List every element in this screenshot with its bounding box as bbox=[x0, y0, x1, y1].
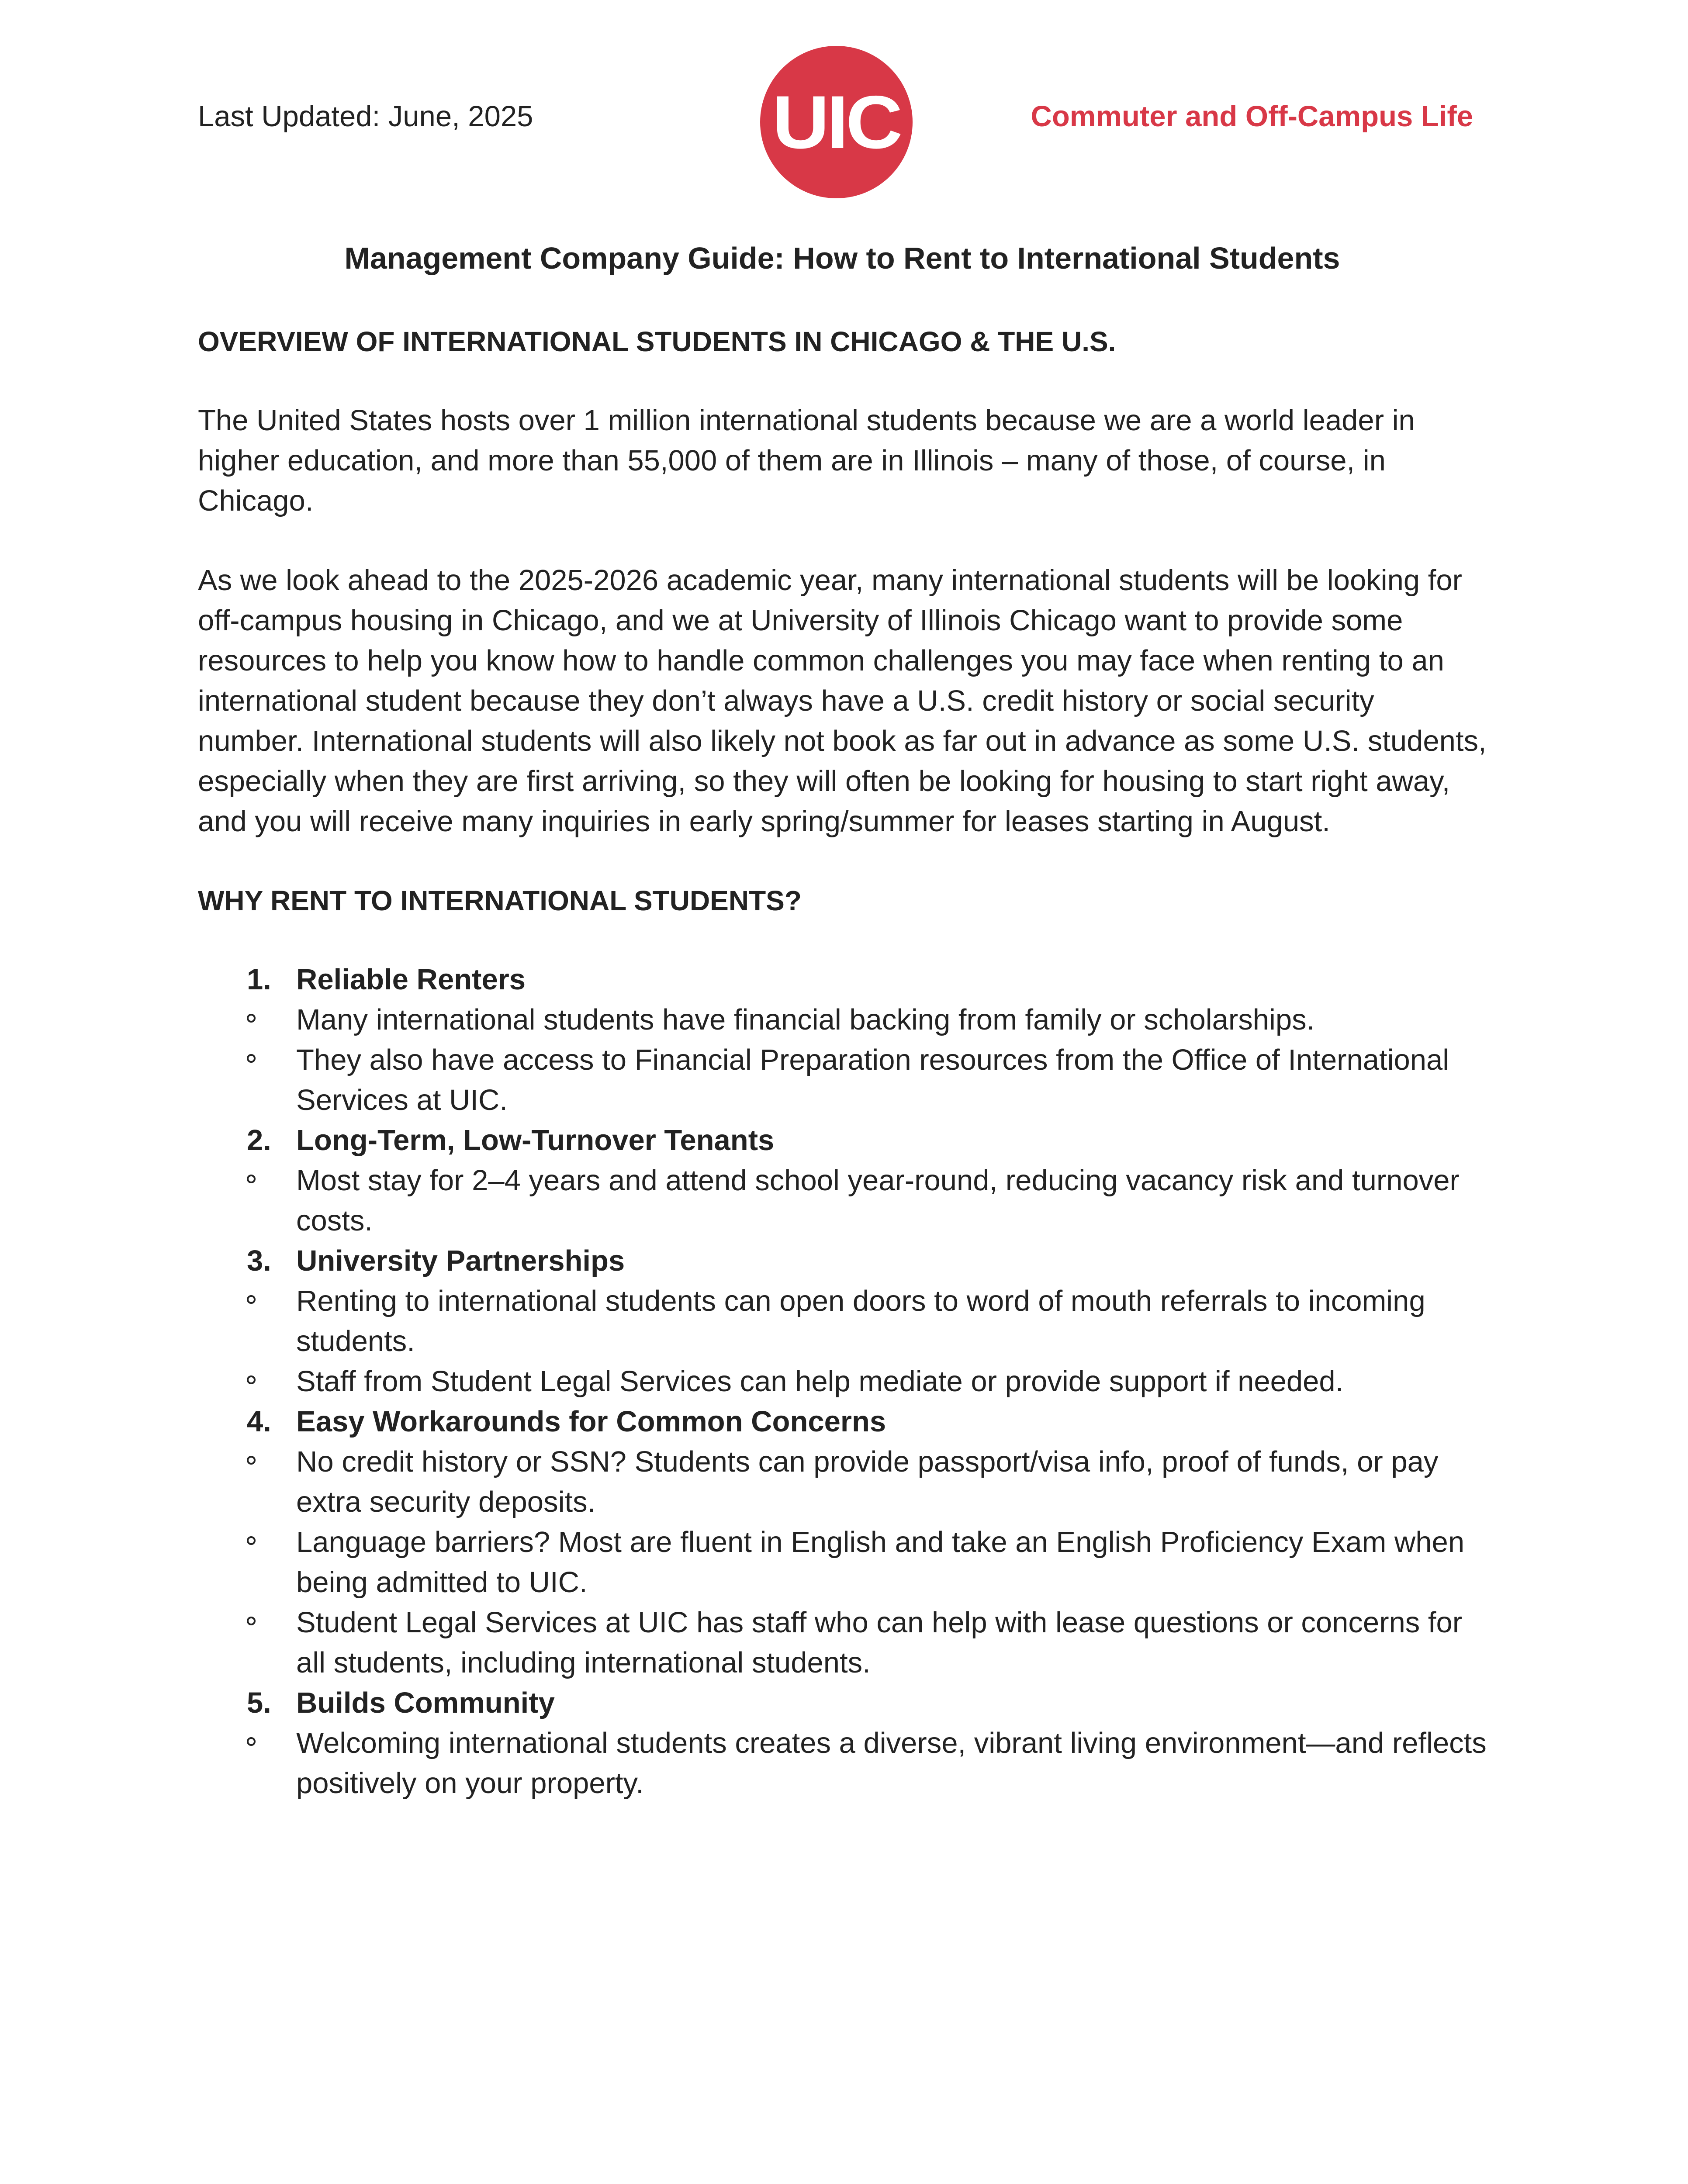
reason-title: Long-Term, Low-Turnover Tenants bbox=[296, 1124, 775, 1157]
reason-point: Welcoming international students creates a diverse, vibrant living environment—and reflects positively on your property. bbox=[198, 1723, 1487, 1804]
reason-title: Builds Community bbox=[296, 1686, 555, 1719]
why-heading: WHY RENT TO INTERNATIONAL STUDENTS? bbox=[198, 885, 802, 916]
reason-points bbox=[198, 1442, 1487, 1683]
hollow-bullet-icon bbox=[247, 1175, 256, 1183]
reason-points bbox=[198, 1723, 1487, 1804]
reason-point: Student Legal Services at UIC has staff who can help with lease questions or concerns for all students, including international students. bbox=[198, 1603, 1487, 1683]
department-name: Commuter and Off-Campus Life bbox=[1031, 100, 1473, 133]
reason-point: Many international students have financial backing from family or scholarships. bbox=[198, 1000, 1487, 1040]
hollow-bullet-icon bbox=[247, 1536, 256, 1545]
reasons-list bbox=[198, 960, 1487, 1804]
hollow-bullet-icon bbox=[247, 1295, 256, 1304]
uic-logo-text: UIC bbox=[772, 80, 900, 164]
reason-points bbox=[198, 1281, 1487, 1402]
overview-paragraph-2: As we look ahead to the 2025-2026 academic year, many international students will be looking for off-campus housing in Chicago, and we at University of Illinois Chicago want to provide some resources to help you know how to handle common challenges you may face when renting to an international student because they don’t always have a U.S. credit history or social security number. International students will also likely not book as far out in advance as some U.S. students, especially when they are first arriving, so they will often be looking for housing to start right away, and you will receive many inquiries in early spring/summer for leases starting in August. bbox=[198, 564, 1487, 838]
reason-title: Reliable Renters bbox=[296, 963, 526, 996]
reason-title: University Partnerships bbox=[296, 1244, 625, 1277]
reason-item bbox=[198, 1120, 1487, 1161]
reason-number: 2. bbox=[247, 1124, 271, 1157]
last-updated-text: Last Updated: June, 2025 bbox=[198, 100, 533, 133]
reason-point: They also have access to Financial Preparation resources from the Office of International Services at UIC. bbox=[198, 1040, 1487, 1120]
page-title: Management Company Guide: How to Rent to International Students bbox=[344, 241, 1340, 275]
reason-point: Most stay for 2–4 years and attend school year-round, reducing vacancy risk and turnover costs. bbox=[198, 1161, 1487, 1241]
reason-point: Language barriers? Most are fluent in English and take an English Proficiency Exam when being admitted to UIC. bbox=[198, 1522, 1487, 1603]
hollow-bullet-icon bbox=[247, 1014, 256, 1023]
reason-point: Staff from Student Legal Services can help mediate or provide support if needed. bbox=[198, 1362, 1487, 1402]
reason-points bbox=[198, 1161, 1487, 1241]
document-body bbox=[198, 238, 1487, 1804]
reason-point: Renting to international students can open doors to word of mouth referrals to incoming students. bbox=[198, 1281, 1487, 1362]
reason-item bbox=[198, 1683, 1487, 1723]
reason-number: 3. bbox=[247, 1244, 271, 1277]
reason-point: No credit history or SSN? Students can provide passport/visa info, proof of funds, or pay extra security deposits. bbox=[198, 1442, 1487, 1522]
overview-heading: OVERVIEW OF INTERNATIONAL STUDENTS IN CHICAGO & THE U.S. bbox=[198, 326, 1116, 357]
reason-number: 4. bbox=[247, 1405, 271, 1438]
hollow-bullet-icon bbox=[247, 1617, 256, 1625]
overview-paragraph-1: The United States hosts over 1 million international students because we are a world leader in higher education, and more than 55,000 of them are in Illinois – many of those, of course, in Chicago. bbox=[198, 404, 1415, 517]
reason-item bbox=[198, 960, 1487, 1000]
reason-points bbox=[198, 1000, 1487, 1120]
reason-number: 5. bbox=[247, 1686, 271, 1719]
reason-number: 1. bbox=[247, 963, 271, 996]
uic-logo bbox=[760, 46, 913, 198]
reason-title: Easy Workarounds for Common Concerns bbox=[296, 1405, 886, 1438]
hollow-bullet-icon bbox=[247, 1375, 256, 1384]
hollow-bullet-icon bbox=[247, 1456, 256, 1465]
hollow-bullet-icon bbox=[247, 1054, 256, 1063]
reason-item bbox=[198, 1241, 1487, 1281]
reason-item bbox=[198, 1402, 1487, 1442]
hollow-bullet-icon bbox=[247, 1737, 256, 1746]
